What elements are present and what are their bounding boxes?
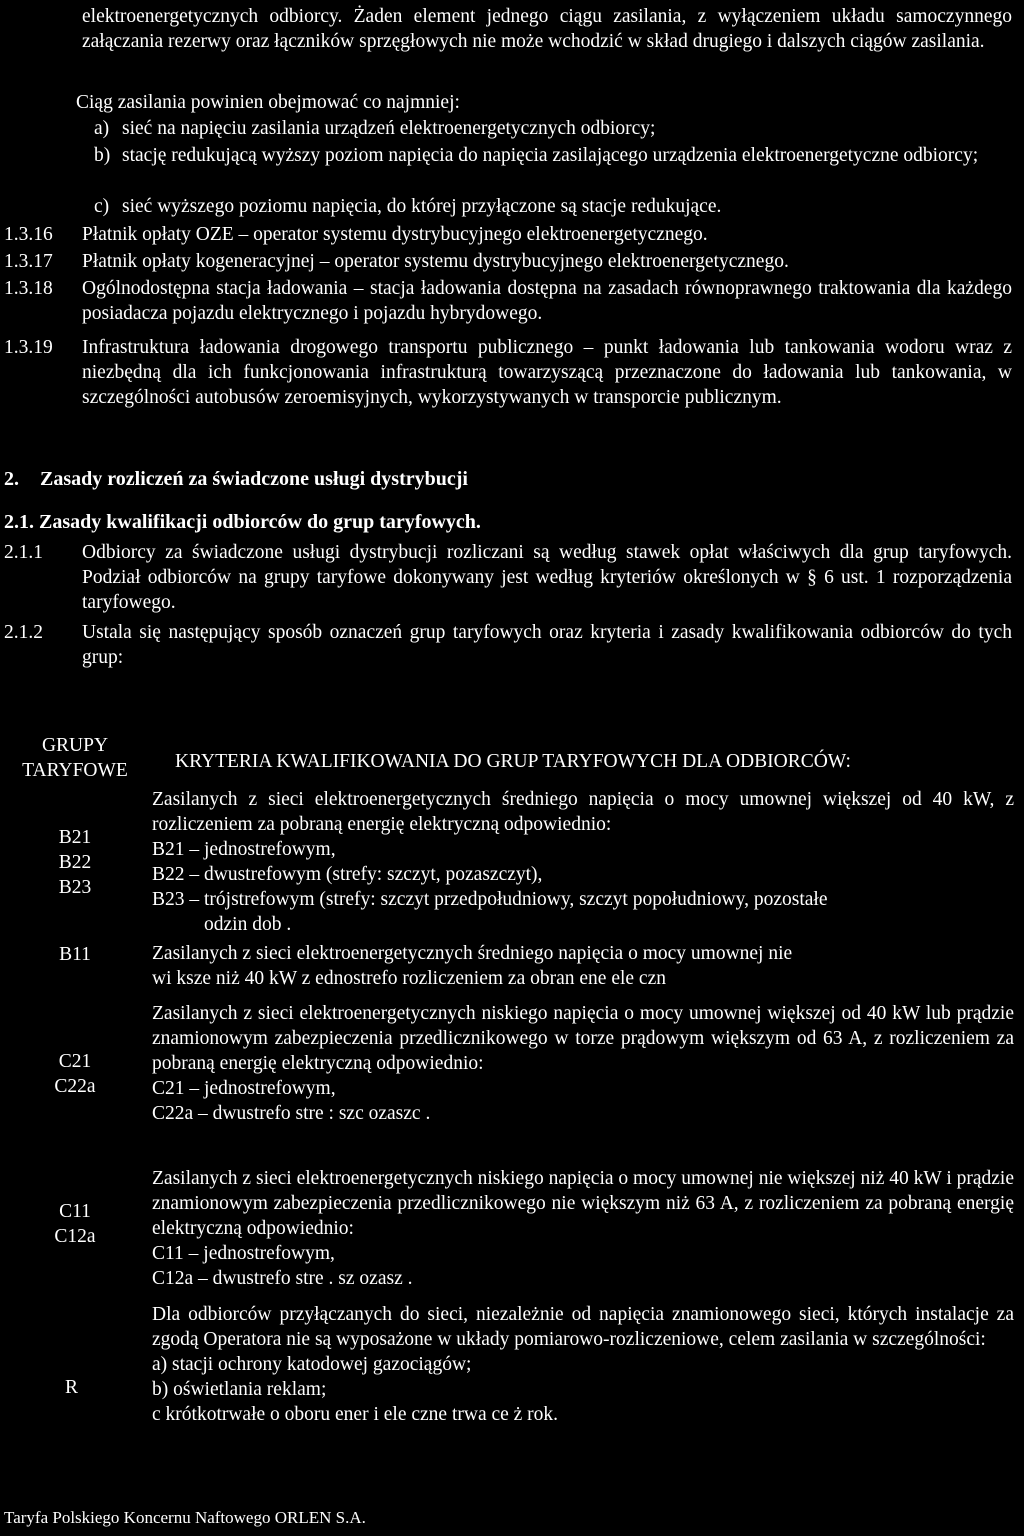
list-item: stację redukującą wyższy poziom napięcia do napięcia zasilającego urządzenia elektroenergetyczne odbiorcy; xyxy=(122,145,979,166)
row-line: B21 – jednostrefowym, xyxy=(152,839,336,860)
list-marker: b) xyxy=(94,145,111,166)
definition-text: Płatnik opłaty kogeneracyjnej – operator systemu dystrybucyjnego elektroenergetycznego. xyxy=(82,251,789,272)
row-intro: Zasilanych z sieci elektroenergetycznych średniego napięcia o mocy umownej większej od 40 kW, z rozliczeniem za pobraną energię elektryczną odpowiednio: xyxy=(152,789,1014,835)
row-line: a) stacji ochrony katodowej gazociągów; xyxy=(152,1354,472,1375)
table-row-criteria xyxy=(152,1302,1014,1427)
clause-text: Ustala się następujący sposób oznaczeń grup taryfowych oraz kryteria i zasady kwalifikowania odbiorców do tych grup: xyxy=(82,622,1012,668)
table-row-codes: R xyxy=(65,1377,79,1398)
row-line: wi ksze niż 40 kW z ednostrefo rozliczeniem za obran ene ele czn xyxy=(152,968,666,989)
table-header-groups: GRUPY TARYFOWE xyxy=(22,735,128,781)
table-row-codes: B21 B22 B23 xyxy=(58,827,92,898)
definition-number: 1.3.18 xyxy=(4,278,53,299)
table-row-codes: C11 C12a xyxy=(54,1201,96,1247)
row-intro: Zasilanych z sieci elektroenergetycznych średniego napięcia o mocy umownej nie xyxy=(152,943,793,964)
intro-paragraph: elektroenergetycznych odbiorcy. Żaden element jednego ciągu zasilania, z wyłączeniem układu samoczynnego załączania rezerwy oraz łączników sprzęgłowych nie może wchodzić w skład drugiego i dalszych ciągów zasilania. xyxy=(82,6,1012,52)
section-title: Zasady rozliczeń za świadczone usługi dystrybucji xyxy=(40,468,468,490)
table-row-criteria xyxy=(152,1001,1014,1126)
row-line: C22a – dwustrefo stre : szc ozaszc . xyxy=(152,1103,431,1124)
row-line: b) oświetlania reklam; xyxy=(152,1379,327,1400)
clause-number: 2.1.2 xyxy=(4,622,43,643)
table-row-criteria xyxy=(152,1166,1014,1291)
clause-number: 2.1.1 xyxy=(4,542,43,563)
row-line: C12a – dwustrefo stre . sz ozasz . xyxy=(152,1268,413,1289)
table-row-criteria xyxy=(152,941,1014,991)
table-row-codes: C21 C22a xyxy=(54,1051,96,1097)
row-line: C11 – jednostrefowym, xyxy=(152,1243,335,1264)
row-line: C21 – jednostrefowym, xyxy=(152,1078,336,1099)
definition-text: Płatnik opłaty OZE – operator systemu dystrybucyjnego elektroenergetycznego. xyxy=(82,224,708,245)
row-line: c krótkotrwałe o oboru ener i ele czne trwa ce ż rok. xyxy=(152,1404,559,1425)
list-marker: a) xyxy=(94,118,110,139)
list-item: sieć na napięciu zasilania urządzeń elektroenergetycznych odbiorcy; xyxy=(122,118,656,139)
clause-text: Odbiorcy za świadczone usługi dystrybucji rozliczani są według stawek opłat właściwych dla grup taryfowych. Podział odbiorców na grupy taryfowe dokonywany jest według kryteriów określonych w § 6 ust. 1 rozporządzenia taryfowego. xyxy=(82,542,1012,613)
row-intro: Zasilanych z sieci elektroenergetycznych niskiego napięcia o mocy umownej większej od 40 kW lub prądzie znamionowym zabezpieczenia przedlicznikowego w torze prądowym większym od 63 A, z rozliczeniem za pobraną energię elektryczną odpowiednio: xyxy=(152,1003,1014,1074)
section-number: 2. xyxy=(4,468,19,490)
definition-number: 1.3.16 xyxy=(4,224,53,245)
list-marker: c) xyxy=(94,196,110,217)
definition-text: Ogólnodostępna stacja ładowania – stacja ładowania dostępna na zasadach równoprawnego traktowania dla każdego posiadacza pojazdu elektrycznego i pojazdu hybrydowego. xyxy=(82,278,1012,324)
row-line: B22 – dwustrefowym (strefy: szczyt, pozaszczyt), xyxy=(152,864,543,885)
row-intro: Zasilanych z sieci elektroenergetycznych niskiego napięcia o mocy umownej nie większej niż 40 kW i prądzie znamionowym zabezpieczenia przedlicznikowego nie większym niż 63 A, z rozliczeniem za pobraną energię elektryczną odpowiednio: xyxy=(152,1168,1014,1239)
definition-number: 1.3.19 xyxy=(4,337,53,358)
table-row-codes: B11 xyxy=(59,944,91,965)
definition-number: 1.3.17 xyxy=(4,251,53,272)
page-footer: Taryfa Polskiego Koncernu Naftowego ORLEN S.A. xyxy=(4,1508,366,1527)
table-header-criteria: KRYTERIA KWALIFIKOWANIA DO GRUP TARYFOWYCH DLA ODBIORCÓW: xyxy=(175,751,851,772)
subsection-title: 2.1. Zasady kwalifikacji odbiorców do grup taryfowych. xyxy=(4,511,481,533)
list-item: sieć wyższego poziomu napięcia, do której przyłączone są stacje redukujące. xyxy=(122,196,722,217)
intro-list-lead: Ciąg zasilania powinien obejmować co najmniej: xyxy=(76,92,460,113)
definition-text: Infrastruktura ładowania drogowego transportu publicznego – punkt ładowania lub tankowania wodoru wraz z niezbędną dla ich funkcjonowania infrastrukturą towarzyszącą przeznaczone do ładowania lub tankowania, w szczególności autobusów zeroemisyjnych, wykorzystywanych w transporcie publicznym. xyxy=(82,337,1012,408)
row-line: B23 – trójstrefowym (strefy: szczyt przedpołudniowy, szczyt popołudniowy, pozostałe xyxy=(152,889,828,910)
row-intro: Dla odbiorców przyłączanych do sieci, niezależnie od napięcia znamionowego sieci, których instalacje za zgodą Operatora nie są wyposażone w układy pomiarowo-rozliczeniowe, celem zasilania w szczególności: xyxy=(152,1304,1014,1350)
table-row-criteria xyxy=(152,787,1014,937)
row-line: odzin dob . xyxy=(204,914,292,935)
